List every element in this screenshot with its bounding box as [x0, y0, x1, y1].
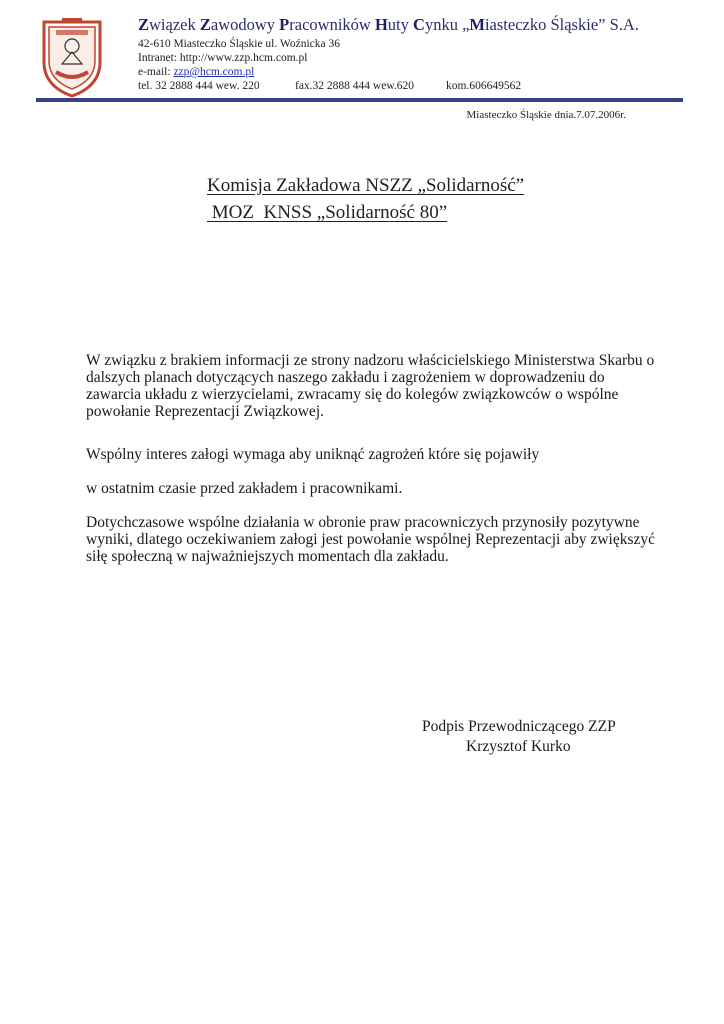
fax-number: fax.32 2888 444 wew.620 [295, 80, 415, 92]
email-label: e-mail: [138, 66, 174, 78]
org-name-initial: Z [138, 15, 150, 34]
body-paragraph: Dotychczasowe wspólne działania w obronie praw pracowniczych przynosiły pozytywne wyniki, dlatego oczekiwaniem załogi jest powołanie wspólnej Reprezentacji aby zwiększyć siłę społeczną w najważniejszych momentach dla zakładu. [86, 514, 655, 565]
signature-title: Podpis Przewodniczącego ZZP [422, 718, 616, 735]
org-name-word: wiązek [149, 15, 200, 34]
date-line: Miasteczko Śląskie dnia.7.07.2006r. [466, 109, 626, 121]
body-paragraph: W związku z brakiem informacji ze strony nadzoru właścicielskiego Ministerstwa Skarbu o dalszych planach dotyczących naszego zakładu i zagrożeniem w doprowadzeniu do zawarcia układu z wierzycielami, zwracamy się do kolegów związkowców o wspólne powołanie Reprezentacji Związkowej. [86, 352, 655, 420]
letterhead-divider [36, 98, 683, 102]
addressee-line-1: Komisja Zakładowa NSZZ „Solidarność” [207, 175, 525, 196]
org-name-word: racowników [289, 15, 375, 34]
union-crest-logo [40, 16, 104, 98]
org-name-initial: Z [199, 15, 211, 34]
org-name-word: ynku „ [424, 15, 470, 34]
email-line [138, 66, 254, 78]
org-name-initial: H [374, 15, 388, 34]
mobile-number: kom.606649562 [446, 80, 522, 92]
org-name-word: uty [387, 15, 414, 34]
org-name-initial: C [413, 15, 425, 34]
tel-number: tel. 32 2888 444 wew. 220 [138, 80, 260, 92]
org-name-initial: P [279, 15, 290, 34]
organization-name [138, 15, 639, 35]
org-name-initial: M [469, 15, 485, 34]
body-paragraph: w ostatnim czasie przed zakładem i pracownikami. [86, 480, 403, 497]
phone-line [138, 80, 521, 92]
addressee-line-2: MOZ KNSS „Solidarność 80” [207, 202, 448, 223]
address-line: 42-610 Miasteczko Śląskie ul. Woźnicka 36 [138, 38, 340, 50]
email-link[interactable]: zzp@hcm.com.pl [173, 66, 255, 78]
intranet-line: Intranet: http://www.zzp.hcm.com.pl [138, 52, 308, 64]
body-paragraph: Wspólny interes załogi wymaga aby uniknąć zagrożeń które się pojawiły [86, 446, 540, 463]
signature-name: Krzysztof Kurko [466, 738, 571, 755]
org-name-word: iasteczko Śląskie” S.A. [484, 15, 639, 34]
org-name-word: awodowy [210, 15, 280, 34]
